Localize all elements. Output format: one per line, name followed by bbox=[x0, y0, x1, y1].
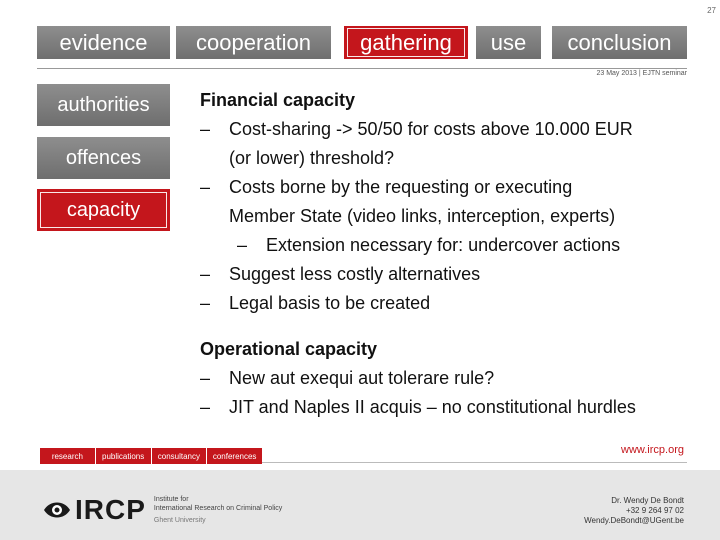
header-divider bbox=[37, 68, 687, 69]
list-item bbox=[200, 364, 700, 393]
footer-nav-research[interactable]: research bbox=[40, 448, 96, 464]
side-tab-capacity-label: capacity bbox=[66, 198, 141, 221]
list-item bbox=[200, 173, 700, 231]
financial-sub-text: Extension necessary for: undercover actions bbox=[266, 235, 621, 255]
bullet-dash: – bbox=[200, 177, 211, 197]
list-item bbox=[200, 260, 700, 289]
logo-line2: International Research on Criminal Policy bbox=[153, 505, 283, 512]
list-item bbox=[200, 289, 700, 318]
financial-heading: Financial capacity bbox=[200, 90, 356, 110]
footer-nav bbox=[40, 448, 262, 464]
tab-use-label: use bbox=[490, 29, 527, 55]
contact-name: Dr. Wendy De Bondt bbox=[611, 496, 684, 505]
side-tab-offences[interactable] bbox=[37, 137, 170, 179]
tab-conclusion[interactable] bbox=[552, 26, 687, 59]
footer-nav-publications[interactable]: publications bbox=[96, 448, 152, 464]
side-tab-capacity[interactable] bbox=[37, 189, 170, 231]
tab-gathering[interactable] bbox=[344, 26, 468, 59]
contact-block bbox=[584, 496, 684, 526]
tab-gathering-label: gathering bbox=[360, 29, 452, 55]
bullet-dash: – bbox=[200, 368, 211, 388]
financial-b1-line2: (or lower) threshold? bbox=[229, 148, 395, 168]
website-underline bbox=[262, 462, 687, 463]
ircp-logo bbox=[42, 494, 282, 526]
logo-text: IRCP bbox=[75, 494, 146, 525]
side-tab-offences-label: offences bbox=[65, 146, 142, 169]
bullet-dash: – bbox=[237, 235, 248, 255]
bullet-dash: – bbox=[200, 119, 211, 139]
footer-nav-consultancy[interactable]: consultancy bbox=[152, 448, 208, 464]
date-line: 23 May 2013 | EJTN seminar bbox=[596, 70, 687, 77]
tab-cooperation[interactable] bbox=[176, 26, 331, 59]
tab-use[interactable] bbox=[476, 26, 541, 59]
tab-evidence-label: evidence bbox=[59, 29, 148, 55]
operational-b2-text: JIT and Naples II acquis – no constitutional hurdles bbox=[229, 397, 636, 417]
main-content bbox=[200, 86, 700, 422]
financial-b3-text: Suggest less costly alternatives bbox=[229, 264, 481, 284]
financial-b4-text: Legal basis to be created bbox=[229, 293, 431, 313]
contact-phone: +32 9 264 97 02 bbox=[625, 506, 684, 515]
financial-b1-line1: Cost-sharing -> 50/50 for costs above 10.000 EUR bbox=[229, 119, 633, 139]
bullet-dash: – bbox=[200, 397, 211, 417]
list-item bbox=[200, 231, 700, 260]
list-item bbox=[200, 115, 700, 173]
contact-email[interactable]: Wendy.DeBondt@UGent.be bbox=[584, 516, 684, 525]
financial-b2-line2: Member State (video links, interception, experts) bbox=[229, 206, 616, 226]
page-number: 27 bbox=[707, 6, 716, 15]
university-name: Ghent University bbox=[153, 517, 206, 524]
financial-b2-line1: Costs borne by the requesting or executing bbox=[229, 177, 573, 197]
list-item bbox=[200, 393, 700, 422]
tab-cooperation-label: cooperation bbox=[196, 29, 311, 55]
logo-caption bbox=[154, 495, 282, 525]
tab-conclusion-label: conclusion bbox=[567, 29, 672, 55]
tab-evidence[interactable] bbox=[37, 26, 170, 59]
bullet-dash: – bbox=[200, 264, 211, 284]
side-tab-authorities-label: authorities bbox=[57, 93, 150, 116]
logo-line1: Institute for bbox=[153, 496, 189, 503]
website-link[interactable]: www.ircp.org bbox=[621, 444, 684, 456]
operational-b1-text: New aut exequi aut tolerare rule? bbox=[229, 368, 495, 388]
bullet-dash: – bbox=[200, 293, 211, 313]
ircp-eye-icon bbox=[42, 498, 72, 522]
footer-nav-conferences[interactable]: conferences bbox=[212, 451, 257, 461]
operational-heading: Operational capacity bbox=[200, 339, 378, 359]
side-tab-authorities[interactable] bbox=[37, 84, 170, 126]
